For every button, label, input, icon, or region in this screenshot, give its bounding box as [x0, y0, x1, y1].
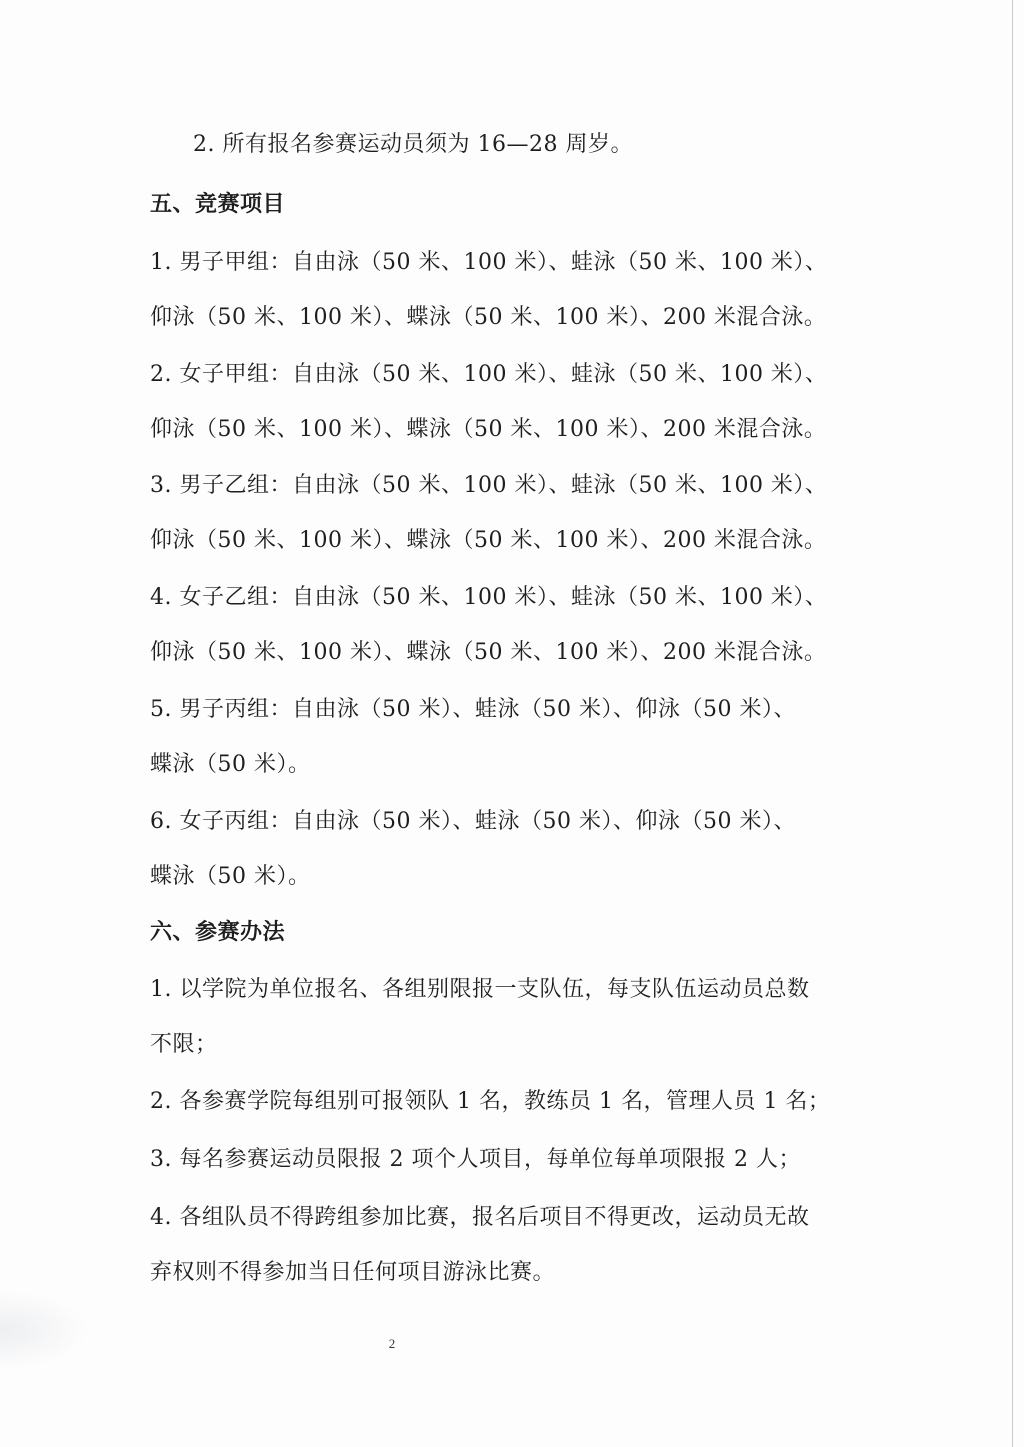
rule-item-4-line-1: 4. 各组队员不得跨组参加比赛，报名后项目不得更改，运动员无故 — [150, 1205, 810, 1230]
rule-item-1-line-1: 1. 以学院为单位报名、各组别限报一支队伍，每支队伍运动员总数 — [150, 977, 810, 1002]
event-item-5-line-2: 蝶泳（50 米）。 — [150, 752, 311, 777]
page-number: 2 — [388, 1336, 396, 1351]
scan-edge-line — [1012, 0, 1013, 1447]
event-item-6-line-2: 蝶泳（50 米）。 — [150, 864, 311, 889]
event-item-2-line-1: 2. 女子甲组：自由泳（50 米、100 米）、蛙泳（50 米、100 米）、 — [150, 362, 828, 387]
event-item-3-line-2: 仰泳（50 米、100 米）、蝶泳（50 米、100 米）、200 米混合泳。 — [150, 528, 827, 553]
section-heading-participation: 六、参赛办法 — [150, 920, 286, 945]
rule-item-2: 2. 各参赛学院每组别可报领队 1 名，教练员 1 名，管理人员 1 名； — [150, 1089, 831, 1114]
rule-item-1-line-2: 不限； — [150, 1032, 218, 1057]
age-requirement-line: 2. 所有报名参赛运动员须为 16—28 周岁。 — [193, 132, 633, 157]
event-item-4-line-2: 仰泳（50 米、100 米）、蝶泳（50 米、100 米）、200 米混合泳。 — [150, 640, 827, 665]
event-item-4-line-1: 4. 女子乙组：自由泳（50 米、100 米）、蛙泳（50 米、100 米）、 — [150, 585, 828, 610]
rule-item-4-line-2: 弃权则不得参加当日任何项目游泳比赛。 — [150, 1260, 556, 1285]
event-item-5-line-1: 5. 男子丙组：自由泳（50 米）、蛙泳（50 米）、仰泳（50 米）、 — [150, 697, 796, 722]
event-item-6-line-1: 6. 女子丙组：自由泳（50 米）、蛙泳（50 米）、仰泳（50 米）、 — [150, 809, 796, 834]
section-heading-events: 五、竞赛项目 — [150, 192, 286, 217]
rule-item-3: 3. 每名参赛运动员限报 2 项个人项目，每单位每单项限报 2 人； — [150, 1147, 801, 1172]
event-item-1-line-1: 1. 男子甲组：自由泳（50 米、100 米）、蛙泳（50 米、100 米）、 — [150, 250, 828, 275]
event-item-1-line-2: 仰泳（50 米、100 米）、蝶泳（50 米、100 米）、200 米混合泳。 — [150, 305, 827, 330]
event-item-2-line-2: 仰泳（50 米、100 米）、蝶泳（50 米、100 米）、200 米混合泳。 — [150, 417, 827, 442]
event-item-3-line-1: 3. 男子乙组：自由泳（50 米、100 米）、蛙泳（50 米、100 米）、 — [150, 473, 828, 498]
scan-smudge — [0, 1290, 90, 1370]
